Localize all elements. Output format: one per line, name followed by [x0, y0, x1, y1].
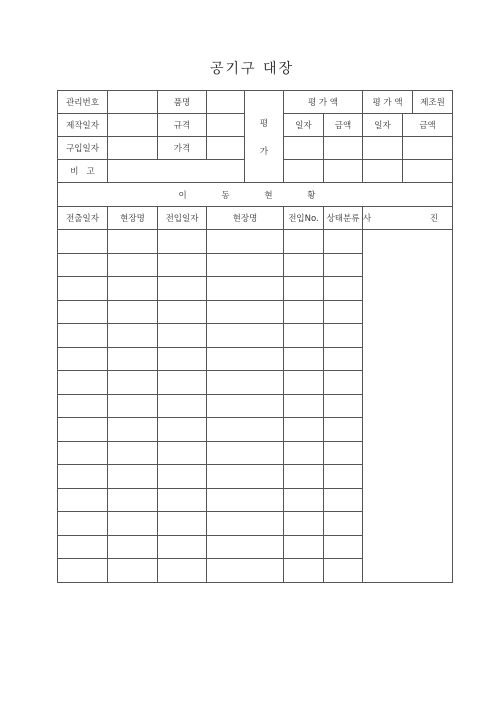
movement-heading: 이 동 현 황 — [58, 183, 453, 207]
movement-cell[interactable] — [158, 559, 207, 583]
eval-date-value-1[interactable] — [284, 137, 324, 160]
movement-cell[interactable] — [108, 324, 158, 348]
movement-cell[interactable] — [158, 535, 207, 559]
movement-cell[interactable] — [284, 418, 324, 442]
movement-cell[interactable] — [158, 347, 207, 371]
document-title: 공기구 대장 — [209, 61, 295, 77]
movement-cell[interactable] — [207, 230, 284, 254]
movement-cell[interactable] — [324, 230, 363, 254]
movement-cell[interactable] — [324, 371, 363, 395]
movement-cell[interactable] — [284, 512, 324, 536]
eval-label-2: 가 — [259, 146, 269, 157]
mgmt-no-label: 관리번호 — [58, 91, 108, 114]
movement-cell[interactable] — [207, 441, 284, 465]
movement-cell[interactable] — [58, 371, 108, 395]
eval-date-header-1: 일자 — [284, 114, 324, 137]
col-header: 현장명 — [207, 207, 284, 230]
movement-cell[interactable] — [58, 277, 108, 301]
movement-cell[interactable] — [324, 559, 363, 583]
col-header: 전출일자 — [58, 207, 108, 230]
remarks-value[interactable] — [108, 160, 245, 183]
movement-cell[interactable] — [207, 488, 284, 512]
movement-cell[interactable] — [158, 488, 207, 512]
movement-cell[interactable] — [207, 418, 284, 442]
movement-cell[interactable] — [58, 512, 108, 536]
movement-cell[interactable] — [108, 253, 158, 277]
eval-date-value-3[interactable] — [284, 160, 324, 183]
movement-cell[interactable] — [284, 324, 324, 348]
movement-cell[interactable] — [58, 535, 108, 559]
col-header: 상태분류 — [324, 207, 363, 230]
movement-cell[interactable] — [158, 230, 207, 254]
movement-cell[interactable] — [58, 324, 108, 348]
movement-cell[interactable] — [108, 277, 158, 301]
col-header: 전입No. — [284, 207, 324, 230]
movement-cell[interactable] — [158, 253, 207, 277]
movement-cell[interactable] — [324, 418, 363, 442]
eval-date-value-2[interactable] — [363, 137, 403, 160]
movement-cell[interactable] — [324, 441, 363, 465]
movement-cell[interactable] — [324, 324, 363, 348]
movement-cell[interactable] — [108, 512, 158, 536]
movement-cell[interactable] — [158, 277, 207, 301]
movement-cell[interactable] — [108, 347, 158, 371]
movement-cell[interactable] — [207, 253, 284, 277]
manufacturer-label: 제조원 — [413, 91, 453, 114]
movement-cell[interactable] — [108, 441, 158, 465]
movement-cell[interactable] — [58, 300, 108, 324]
mfg-date-label: 제작일자 — [58, 114, 108, 137]
movement-cell[interactable] — [284, 277, 324, 301]
eval-amount-col-1: 금액 — [324, 114, 363, 137]
equipment-ledger-table — [57, 90, 467, 583]
movement-cell[interactable] — [108, 300, 158, 324]
movement-cell[interactable] — [284, 535, 324, 559]
movement-cell[interactable] — [158, 394, 207, 418]
photo-area[interactable] — [363, 230, 453, 583]
movement-cell[interactable] — [58, 559, 108, 583]
price-label: 가격 — [158, 137, 207, 160]
eval-amount-header-1: 평 가 액 — [284, 91, 363, 114]
movement-cell[interactable] — [207, 465, 284, 489]
eval-date-header-2: 일자 — [363, 114, 403, 137]
movement-cell[interactable] — [324, 253, 363, 277]
eval-amount-value-2[interactable] — [403, 137, 453, 160]
col-header: 전입일자 — [158, 207, 207, 230]
eval-amount-value-1[interactable] — [324, 137, 363, 160]
movement-cell[interactable] — [324, 394, 363, 418]
movement-cell[interactable] — [284, 230, 324, 254]
movement-cell[interactable] — [58, 441, 108, 465]
purchase-date-label: 구입일자 — [58, 137, 108, 160]
movement-cell[interactable] — [158, 441, 207, 465]
movement-cell[interactable] — [108, 465, 158, 489]
movement-cell[interactable] — [284, 347, 324, 371]
photo-header: 사 진 — [363, 207, 453, 230]
movement-cell[interactable] — [207, 300, 284, 324]
movement-cell[interactable] — [158, 418, 207, 442]
eval-amount-col-2: 금액 — [403, 114, 453, 137]
movement-cell[interactable] — [58, 253, 108, 277]
spec-label: 규격 — [158, 114, 207, 137]
remarks-label: 비 고 — [58, 160, 108, 183]
eval-amount-value-4[interactable] — [403, 160, 453, 183]
movement-cell[interactable] — [284, 300, 324, 324]
movement-cell[interactable] — [58, 230, 108, 254]
movement-cell[interactable] — [58, 418, 108, 442]
movement-cell[interactable] — [58, 394, 108, 418]
movement-cell[interactable] — [284, 253, 324, 277]
movement-cell[interactable] — [207, 371, 284, 395]
purchase-date-value[interactable] — [108, 137, 158, 160]
movement-cell[interactable] — [284, 465, 324, 489]
movement-cell[interactable] — [58, 488, 108, 512]
spec-value[interactable] — [207, 114, 245, 137]
movement-cell[interactable] — [324, 535, 363, 559]
movement-cell[interactable] — [324, 300, 363, 324]
movement-cell[interactable] — [284, 488, 324, 512]
item-name-value[interactable] — [207, 91, 245, 114]
movement-cell[interactable] — [108, 559, 158, 583]
movement-cell[interactable] — [284, 441, 324, 465]
movement-cell[interactable] — [108, 535, 158, 559]
movement-cell[interactable] — [207, 559, 284, 583]
movement-cell[interactable] — [158, 512, 207, 536]
price-value[interactable] — [207, 137, 245, 160]
movement-cell[interactable] — [207, 535, 284, 559]
movement-rows — [58, 230, 453, 583]
eval-amount-value-3[interactable] — [324, 160, 363, 183]
mfg-date-value[interactable] — [108, 114, 158, 137]
movement-cell[interactable] — [108, 488, 158, 512]
movement-cell[interactable] — [207, 394, 284, 418]
movement-cell[interactable] — [207, 324, 284, 348]
movement-cell[interactable] — [108, 230, 158, 254]
item-name-label: 품명 — [158, 91, 207, 114]
movement-cell[interactable] — [207, 347, 284, 371]
movement-cell[interactable] — [324, 347, 363, 371]
eval-amount-header-2: 평 가 액 — [363, 91, 413, 114]
movement-cell[interactable] — [58, 347, 108, 371]
movement-cell[interactable] — [207, 277, 284, 301]
movement-cell[interactable] — [158, 300, 207, 324]
movement-cell[interactable] — [108, 394, 158, 418]
movement-cell[interactable] — [284, 559, 324, 583]
movement-cell[interactable] — [284, 394, 324, 418]
mgmt-no-value[interactable] — [108, 91, 158, 114]
movement-cell[interactable] — [108, 371, 158, 395]
movement-cell[interactable] — [158, 371, 207, 395]
movement-cell[interactable] — [108, 418, 158, 442]
col-header: 현장명 — [108, 207, 158, 230]
eval-date-value-4[interactable] — [363, 160, 403, 183]
movement-cell[interactable] — [158, 465, 207, 489]
movement-cell[interactable] — [58, 465, 108, 489]
movement-cell[interactable] — [324, 512, 363, 536]
eval-label-1: 평 — [259, 118, 269, 129]
movement-cell[interactable] — [324, 465, 363, 489]
movement-cell[interactable] — [324, 488, 363, 512]
movement-cell[interactable] — [324, 277, 363, 301]
movement-cell[interactable] — [284, 371, 324, 395]
movement-cell[interactable] — [207, 512, 284, 536]
eval-label-cell — [245, 91, 284, 183]
table-row — [58, 230, 453, 254]
movement-cell[interactable] — [158, 324, 207, 348]
